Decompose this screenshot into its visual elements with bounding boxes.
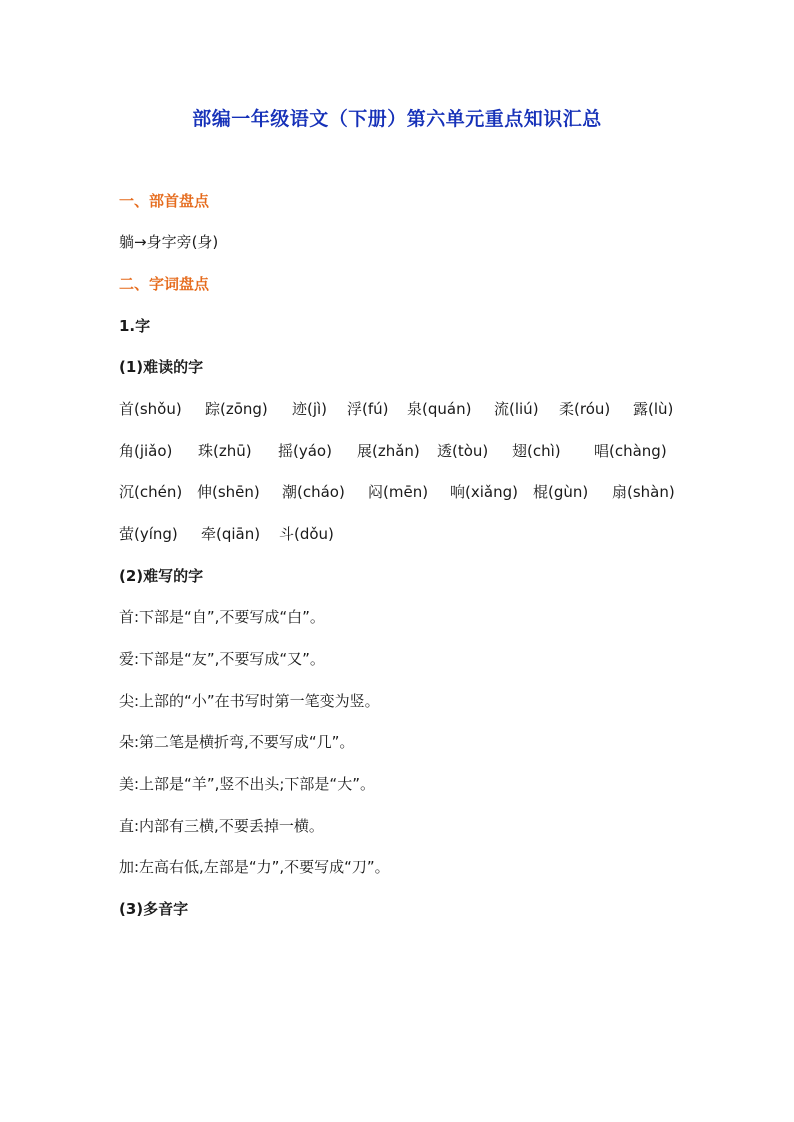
pinyin-item: 扇(shàn) <box>612 483 675 501</box>
writing-note: 朵:第二笔是横折弯,不要写成“几”。 <box>119 733 355 751</box>
pinyin-row <box>119 524 689 544</box>
pinyin-item: 摇(yáo) <box>278 442 332 460</box>
pinyin-item: 响(xiǎng) <box>450 483 518 501</box>
pinyin-item: 首(shǒu) <box>119 400 182 418</box>
subheading-hard-to-read: (1)难读的字 <box>119 358 204 376</box>
pinyin-item: 闷(mēn) <box>368 483 429 501</box>
writing-note: 爱:下部是“友”,不要写成“又”。 <box>119 650 325 668</box>
pinyin-row <box>119 482 689 502</box>
pinyin-item: 珠(zhū) <box>198 442 252 460</box>
writing-note: 尖:上部的“小”在书写时第一笔变为竖。 <box>119 692 380 710</box>
pinyin-item: 浮(fú) <box>347 400 389 418</box>
pinyin-item: 流(liú) <box>494 400 539 418</box>
pinyin-row <box>119 441 689 461</box>
radical-line: 躺→身字旁(身) <box>119 233 219 251</box>
pinyin-item: 踪(zōng) <box>205 400 268 418</box>
pinyin-row <box>119 399 689 419</box>
subheading-hard-to-write: (2)难写的字 <box>119 567 204 585</box>
pinyin-item: 柔(róu) <box>559 400 611 418</box>
pinyin-item: 牵(qiān) <box>201 525 261 543</box>
section-heading-radicals: 一、部首盘点 <box>119 192 210 210</box>
pinyin-item: 露(lù) <box>633 400 674 418</box>
pinyin-item: 潮(cháo) <box>282 483 345 501</box>
pinyin-item: 萤(yíng) <box>119 525 178 543</box>
pinyin-item: 翅(chì) <box>512 442 561 460</box>
pinyin-item: 迹(jì) <box>292 400 328 418</box>
writing-note: 美:上部是“羊”,竖不出头;下部是“大”。 <box>119 775 375 793</box>
document-title: 部编一年级语文（下册）第六单元重点知识汇总 <box>192 108 602 130</box>
pinyin-item: 泉(quán) <box>407 400 472 418</box>
section-heading-words: 二、字词盘点 <box>119 275 210 293</box>
pinyin-item: 透(tòu) <box>437 442 489 460</box>
pinyin-item: 伸(shēn) <box>197 483 260 501</box>
pinyin-item: 展(zhǎn) <box>357 442 420 460</box>
writing-note: 首:下部是“自”,不要写成“白”。 <box>119 608 325 626</box>
writing-note: 直:内部有三横,不要丢掉一横。 <box>119 817 324 835</box>
subheading-characters: 1.字 <box>119 317 151 335</box>
pinyin-item: 角(jiǎo) <box>119 442 173 460</box>
writing-note: 加:左高右低,左部是“力”,不要写成“刀”。 <box>119 858 390 876</box>
pinyin-item: 沉(chén) <box>119 483 183 501</box>
pinyin-item: 斗(dǒu) <box>279 525 334 543</box>
pinyin-item: 唱(chàng) <box>594 442 667 460</box>
subheading-polyphones: (3)多音字 <box>119 900 189 918</box>
pinyin-item: 棍(gùn) <box>533 483 589 501</box>
